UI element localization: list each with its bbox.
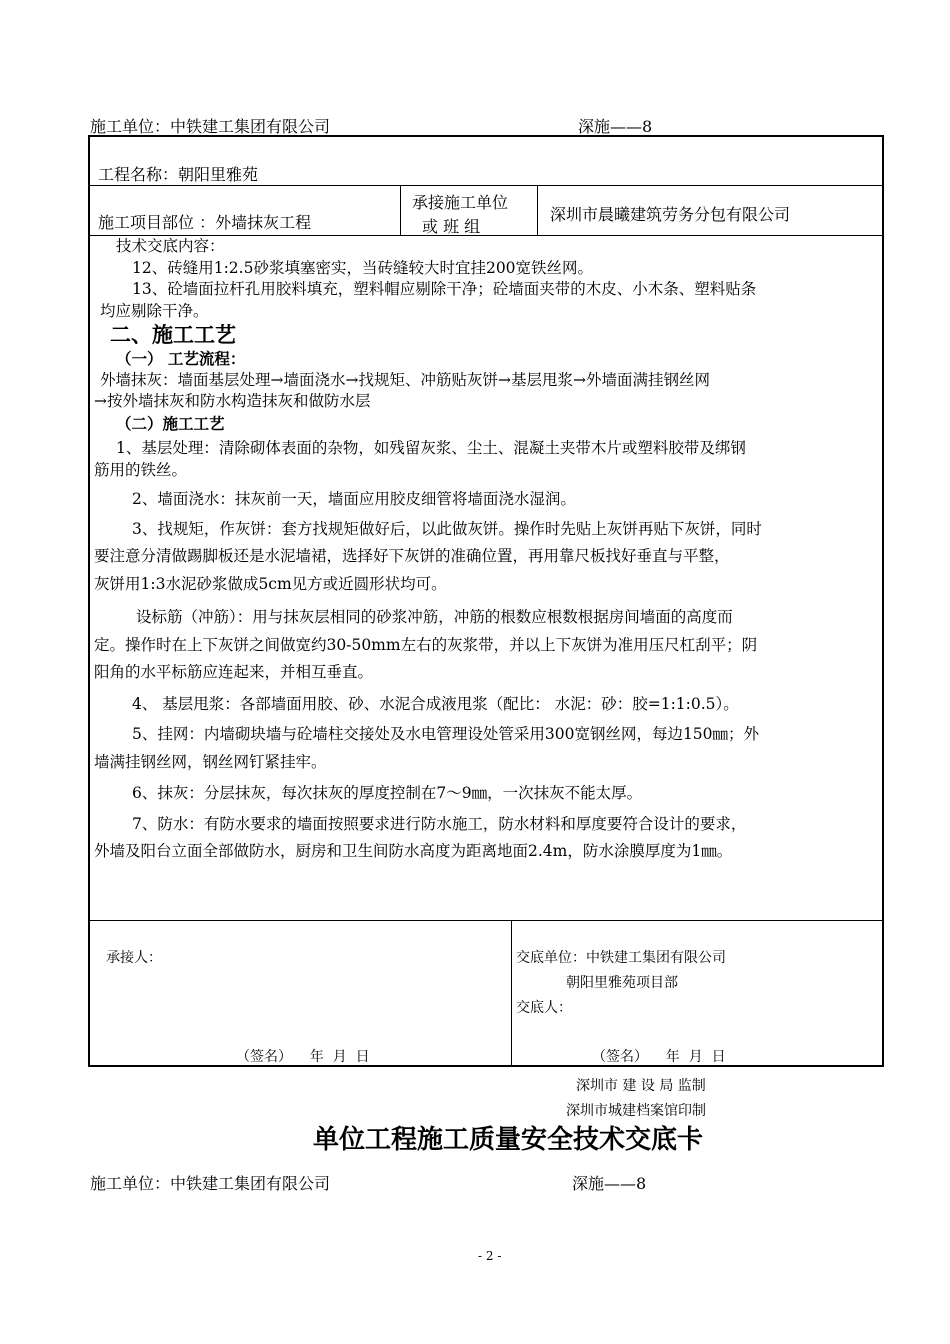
form-code-2: 深施——8 xyxy=(572,1174,647,1193)
step-1-cont: 筋用的铁丝。 xyxy=(94,460,188,479)
contractor-label-2: 或 班 组 xyxy=(422,217,481,236)
subsection-process: （二）施工工艺 xyxy=(116,413,225,433)
item-12: 12、砖缝用1:2.5砂浆填塞密实，当砖缝较大时宜挂200宽铁丝网。 xyxy=(132,258,594,277)
project-name: 工程名称：朝阳里雅苑 xyxy=(98,165,259,184)
flow-line-cont: →按外墙抹灰和防水构造抹灰和做防水层 xyxy=(94,392,371,410)
step-3-ribs: 设标筋（冲筋）：用与抹灰层相同的砂浆冲筋，冲筋的根数应根数根据房间墙面的高度而 xyxy=(136,608,733,626)
supervise-note: 深圳市 建 设 局 监制 xyxy=(576,1078,706,1094)
step-4: 4、 基层甩浆：各部墙面用胶、砂、水泥合成液甩浆（配比： 水泥：砂：胶=1:1:0.5）。 xyxy=(132,694,739,713)
contractor-value: 深圳市晨曦建筑劳务分包有限公司 xyxy=(550,205,791,224)
contractor-label: 承接施工单位 xyxy=(412,193,509,212)
page-number: - 2 - xyxy=(478,1249,502,1263)
step-5: 5、挂网：内墙砌块墙与砼墙柱交接处及水电管理设处管采用300宽钢丝网，每边150㎜；外 xyxy=(132,725,760,743)
step-6: 6、抹灰：分层抹灰，每次抹灰的厚度控制在7～9㎜，一次抹灰不能太厚。 xyxy=(132,784,643,802)
form-code: 深施——8 xyxy=(578,117,653,136)
step-2: 2、墙面浇水：抹灰前一天，墙面应用胶皮细管将墙面浇水湿润。 xyxy=(132,490,576,508)
step-3-ribs-cont: 定。操作时在上下灰饼之间做宽约30-50mm左右的灰浆带，并以上下灰饼为准用压尺杠刮平；阴 xyxy=(94,635,758,654)
issuer-sign-date: （签名） 年 月 日 xyxy=(592,1049,726,1065)
step-1: 1、基层处理：清除砌体表面的杂物，如残留灰浆、尘土、混凝土夹带木片或塑料胶带及绑钢 xyxy=(116,439,746,457)
flow-line: 外墙抹灰：墙面基层处理→墙面浇水→找规矩、冲筋贴灰饼→基层甩浆→外墙面满挂钢丝网 xyxy=(100,370,710,389)
step-3: 3、找规矩，作灰饼：套方找规矩做好后，以此做灰饼。操作时先贴上灰饼再贴下灰饼，同时 xyxy=(132,519,762,538)
receiver-label: 承接人： xyxy=(106,950,162,966)
col-divider xyxy=(400,185,401,235)
step-3-ribs-cont: 阳角的水平标筋应连起来，并相互垂直。 xyxy=(94,663,374,681)
project-part: 施工项目部位 ：外墙抹灰工程 xyxy=(98,213,312,232)
construction-unit-2: 施工单位：中铁建工集团有限公司 xyxy=(90,1174,331,1193)
section-title: 二、施工工艺 xyxy=(110,322,236,347)
issuer-dept: 朝阳里雅苑项目部 xyxy=(566,975,678,991)
receiver-sign-date: （签名） 年 月 日 xyxy=(236,1049,370,1065)
col-divider xyxy=(511,920,512,1067)
step-7-cont: 外墙及阳台立面全部做防水，厨房和卫生间防水高度为距离地面2.4m，防水涂膜厚度为1㎜。 xyxy=(94,842,733,860)
step-5-cont: 墙满挂钢丝网，钢丝网钉紧挂牢。 xyxy=(94,752,327,771)
row-divider xyxy=(90,185,882,186)
step-3-cont: 要注意分清做踢脚板还是水泥墙裙，选择好下灰饼的准确位置，再用靠尺板找好垂直与平整， xyxy=(94,547,730,565)
disclosure-content xyxy=(90,236,882,863)
subsection-flow: （一） 工艺流程： xyxy=(116,349,246,368)
construction-unit: 施工单位：中铁建工集团有限公司 xyxy=(90,117,331,136)
row-divider xyxy=(90,920,882,921)
card-title: 单位工程施工质量安全技术交底卡 xyxy=(313,1125,704,1155)
issuer-person: 交底人： xyxy=(516,1000,572,1016)
item-13: 13、砼墙面拉杆孔用胶料填充，塑料帽应剔除干净；砼墙面夹带的木皮、小木条、塑料贴条 xyxy=(132,280,757,298)
item-13-cont: 均应剔除干净。 xyxy=(100,301,209,320)
content-heading: 技术交底内容： xyxy=(116,237,225,255)
issuer-unit: 交底单位：中铁建工集团有限公司 xyxy=(516,950,726,966)
step-3-cont: 灰饼用1:3水泥砂浆做成5cm见方或近圆形状均可。 xyxy=(94,574,447,593)
step-7: 7、防水：有防水要求的墙面按照要求进行防水施工，防水材料和厚度要符合设计的要求， xyxy=(132,814,747,833)
print-note: 深圳市城建档案馆印制 xyxy=(566,1103,706,1119)
col-divider xyxy=(537,185,538,235)
